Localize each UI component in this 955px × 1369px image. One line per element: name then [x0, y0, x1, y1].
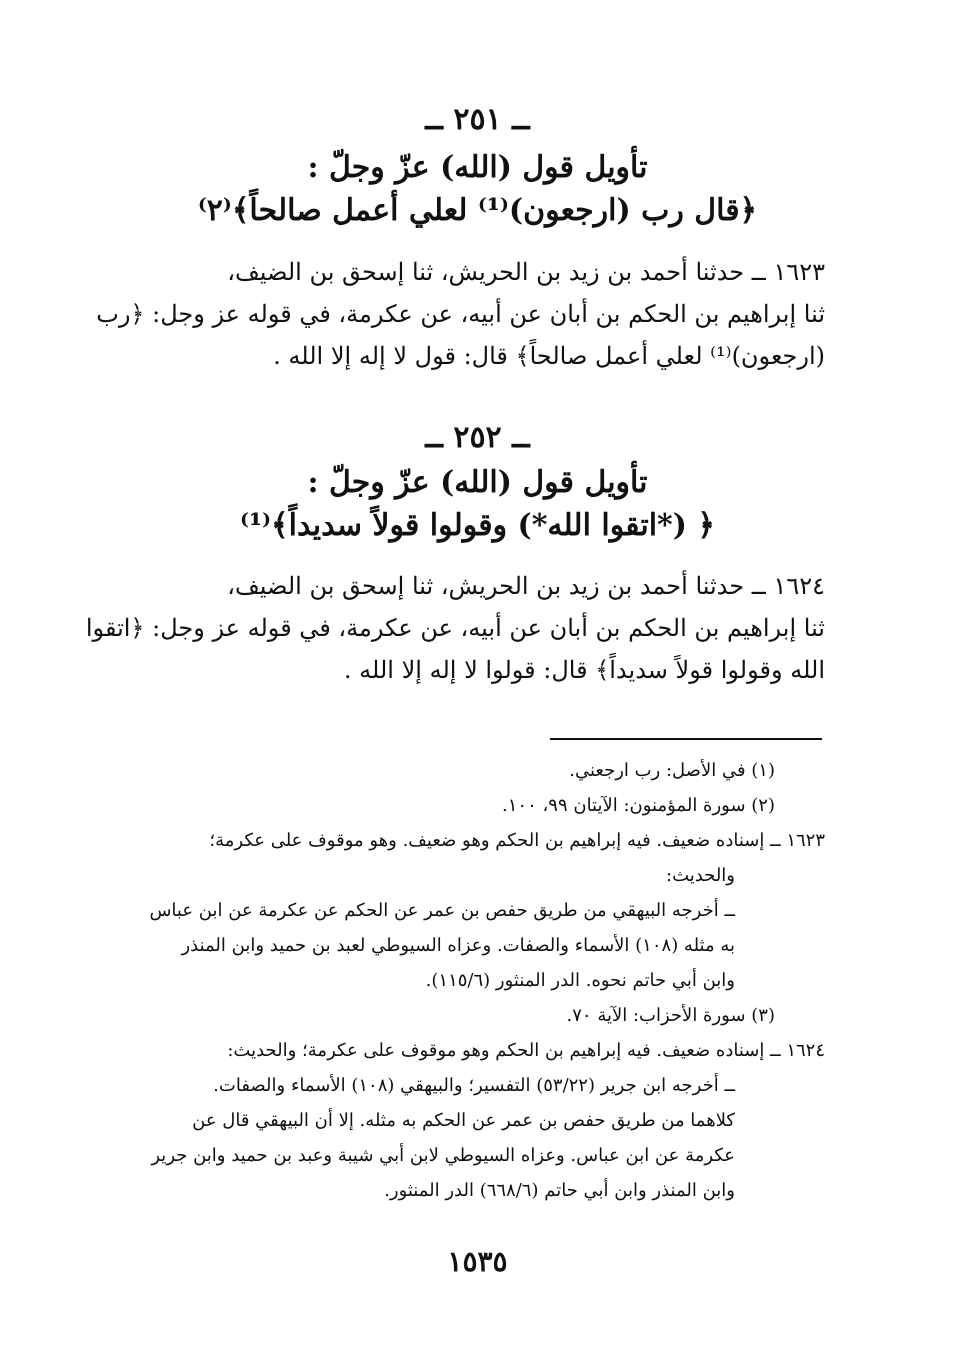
section-verse-252: ﴿ (*اتقوا الله*) وقولوا قولاً سديداً﴾⁽¹⁾ [240, 508, 715, 543]
section-title-252: تأويل قول (الله) عزّ وجلّ : [307, 465, 648, 500]
section-number-252: ــ ٢٥٢ ــ [425, 420, 530, 455]
footnote-1623-line-5: وابن أبي حاتم نحوه. الدر المنثور (١١٥/٦). [425, 970, 735, 991]
footnote-1623-line-2: والحديث: [666, 865, 735, 886]
footnote-1: (١) في الأصل: رب ارجعني. [569, 760, 775, 781]
footnote-1624-line-4: عكرمة عن ابن عباس. وعزاه السيوطي لابن أبي شيبة وعبد بن حميد وابن جرير [151, 1145, 735, 1166]
section-title-251: تأويل قول (الله) عزّ وجلّ : [307, 150, 648, 185]
hadith-1623-line-2: ثنا إبراهيم بن الحكم بن أبان عن أبيه، عن عكرمة، في قوله عز وجل: ﴿رب [96, 300, 825, 328]
footnote-1624-line-3: كلاهما من طريق حفص بن عمر عن الحكم به مثله. إلا أن البيهقي قال عن [192, 1110, 735, 1131]
footnote-1624-line-5: وابن المنذر وابن أبي حاتم (٦٦٨/٦) الدر المنثور. [384, 1180, 735, 1201]
hadith-1624-line-1: ١٦٢٤ ــ حدثنا أحمد بن زيد بن الحريش، ثنا إسحق بن الضيف، [227, 572, 825, 600]
footnote-separator [550, 738, 822, 740]
hadith-1624-line-2: ثنا إبراهيم بن الحكم بن أبان عن أبيه، عن عكرمة، في قوله عز وجل: ﴿اتقوا [85, 614, 825, 642]
footnote-3: (٣) سورة الأحزاب: الآية ٧٠. [566, 1005, 775, 1026]
footnote-1623-line-3: ــ أخرجه البيهقي من طريق حفص بن عمر عن الحكم عن عكرمة عن ابن عباس [149, 900, 735, 921]
footnote-2: (٢) سورة المؤمنون: الآيتان ٩٩، ١٠٠. [502, 795, 775, 816]
footnote-1624-line-1: ١٦٢٤ ــ إسناده ضعيف. فيه إبراهيم بن الحكم وهو موقوف على عكرمة؛ والحديث: [227, 1040, 825, 1061]
footnote-1623-line-4: به مثله (١٠٨) الأسماء والصفات. وعزاه السيوطي لعبد بن حميد وابن المنذر [181, 935, 735, 956]
footnote-1623-line-1: ١٦٢٣ ــ إسناده ضعيف. فيه إبراهيم بن الحكم وهو ضعيف. وهو موقوف على عكرمة؛ [209, 830, 825, 851]
hadith-1624-line-3: الله وقولوا قولاً سديداً﴾ قال: قولوا لا إله إلا الله . [343, 656, 825, 684]
hadith-1623-line-1: ١٦٢٣ ــ حدثنا أحمد بن زيد بن الحريش، ثنا إسحق بن الضيف، [227, 258, 825, 286]
hadith-1623-line-3: (ارجعون)⁽¹⁾ لعلي أعمل صالحاً﴾ قال: قول لا إله إلا الله . [273, 342, 825, 370]
page-number: ١٥٣٥ [447, 1245, 508, 1278]
section-number-251: ــ ٢٥١ ــ [425, 102, 530, 137]
section-verse-251: ﴿قال رب (ارجعون)⁽¹⁾ لعلي أعمل صالحاً﴾⁽٢⁾ [197, 193, 758, 228]
footnote-1624-line-2: ــ أخرجه ابن جرير (٥٣/٢٢) التفسير؛ والبيهقي (١٠٨) الأسماء والصفات. [213, 1075, 735, 1096]
